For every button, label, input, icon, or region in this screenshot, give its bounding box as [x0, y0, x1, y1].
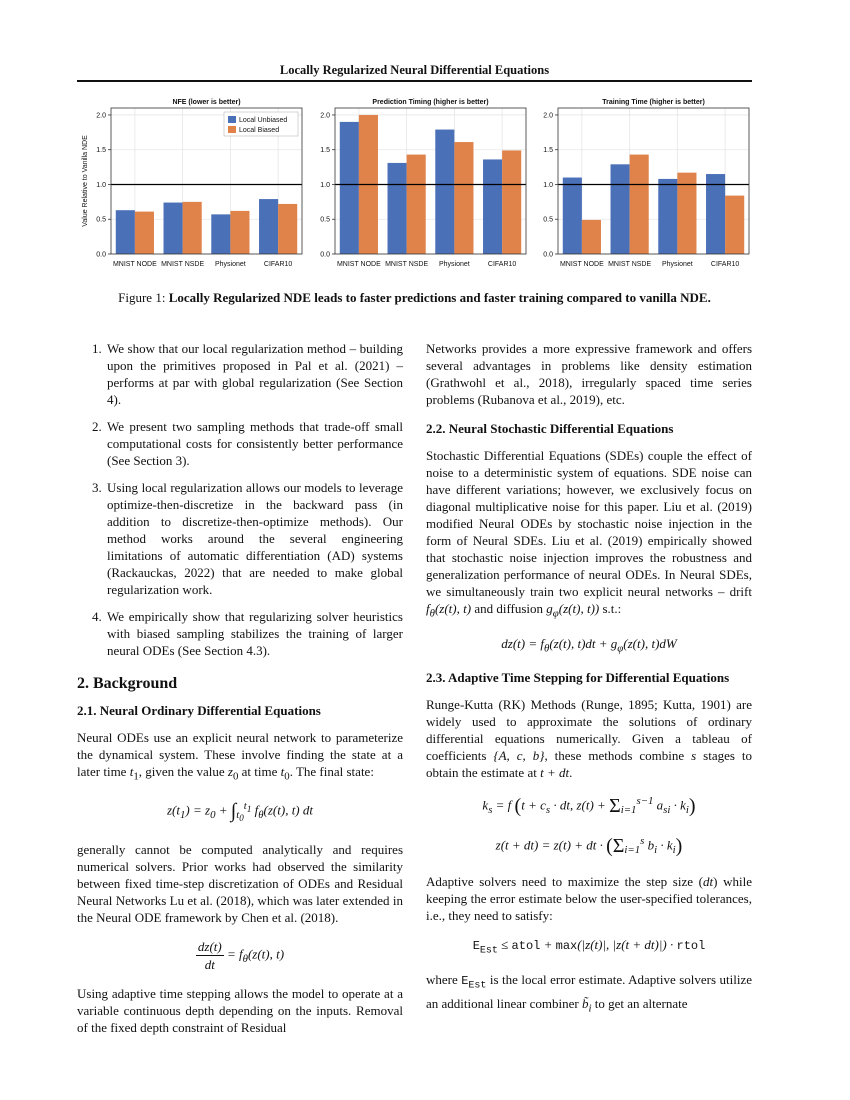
contribution-item: 3. Using local regularization allows our models to leverage optimize-then-discretize in the backward pass (in addition to discretize-then-optimize methods). Our method works around the several engineering limitations of automatic differentiation (AD) systems (Rackauckas, 2022) that are needed to make global regularization work.	[105, 479, 403, 598]
contribution-list	[77, 340, 403, 659]
legend-swatch	[228, 126, 236, 133]
x-tick-label: MNIST NSDE	[608, 261, 652, 268]
y-tick-label: 0.5	[543, 216, 553, 224]
legend-swatch	[228, 116, 236, 123]
contribution-item: 2. We present two sampling methods that trade-off small computational costs for consistently better performance (See Section 3).	[105, 418, 403, 469]
equation-ode: $\frac{dz(t)}{dt}$ = $f_\theta(z(t)$, t)	[197, 938, 285, 972]
chart-title: NFE (lower is better)	[172, 99, 241, 106]
figure-1-charts	[77, 92, 752, 280]
subsection-heading: 2.3. Adaptive Time Stepping for Differential Equations	[426, 670, 730, 686]
x-tick-label: MNIST NODE	[336, 261, 381, 268]
chart-panel-1	[82, 99, 302, 268]
x-tick-label: MNIST NODE	[559, 261, 604, 268]
bar-local-unbiased	[658, 179, 677, 254]
chart-title: Prediction Timing (higher is better)	[372, 99, 489, 106]
x-tick-label: MNIST NSDE	[385, 261, 429, 268]
paragraph: where $E_{Est}$ is the local error estimate. Adaptive solvers utilize an additional linear combiner $b̃_i$ to get an alternate	[426, 972, 752, 1015]
paragraph: Using adaptive time stepping allows the model to operate at a variable continuous depth depending on the inputs. Removal of the fixed depth constraint of Residual	[77, 985, 403, 1035]
chart-panel-2	[320, 99, 526, 268]
running-title: Locally Regularized Neural Differential Equations	[279, 63, 550, 77]
y-tick-label: 1.0	[96, 181, 106, 189]
bar-local-biased	[454, 142, 473, 254]
contribution-item: 1. We show that our local regularization method – building upon the primitives proposed in Pal et al. (2021) – performs at par with global regularization (See Section 4).	[105, 340, 403, 408]
equation-rk-update: z(t + dt) = z(t) + dt · ($\Sigma_{i=1}^s$ $b_i \cdot k_i$)	[495, 834, 683, 857]
bar-local-biased	[183, 202, 202, 254]
bar-local-unbiased	[706, 174, 725, 254]
contribution-item: 4. We empirically show that regularizing solver heuristics with biased sampling stabilizes the training of larger neural ODEs (See Section 4.3).	[105, 608, 403, 659]
bar-local-unbiased	[611, 164, 630, 254]
bar-local-biased	[135, 212, 154, 254]
x-tick-label: Physionet	[439, 261, 470, 268]
y-tick-label: 1.0	[543, 181, 553, 189]
left-column	[77, 340, 403, 1048]
bar-local-unbiased	[259, 199, 278, 254]
x-tick-label: CIFAR10	[263, 261, 293, 268]
legend-label: Local Unbiased	[239, 117, 288, 124]
bar-local-unbiased	[116, 210, 135, 254]
caption-label: Figure 1:	[118, 290, 166, 305]
x-tick-label: Physionet	[215, 261, 246, 268]
y-tick-label: 1.0	[320, 181, 330, 189]
bar-local-biased	[278, 204, 297, 254]
x-tick-label: CIFAR10	[487, 261, 517, 268]
x-tick-label: MNIST NODE	[112, 261, 157, 268]
paragraph: Adaptive solvers need to maximize the step size (dt) while keeping the error estimate below the user-specified tolerances, i.e., they need to satisfy:	[426, 874, 752, 924]
bar-local-biased	[407, 155, 426, 254]
y-tick-label: 2.0	[320, 112, 330, 120]
x-tick-label: MNIST NSDE	[161, 261, 205, 268]
bar-local-biased	[582, 220, 601, 254]
subsection-heading: 2.1. Neural Ordinary Differential Equations	[77, 703, 321, 718]
paragraph: Stochastic Differential Equations (SDEs) couple the effect of noise to a deterministic system of equations. SDE noise can have different variations; however, we exclusively focus on diagonal multiplicative noise for this paper. Liu et al. (2019) modified Neural ODEs by stochastic noise injection in the form of Neural SDEs. Liu et al. (2019) empirically showed that stochastic noise injection improves the robustness and generalization performance of neural ODEs. In Neural SDEs, we simultaneously train two explicit neural networks – drift $f_\theta(z(t)$, t) and diffusion $g_\varphi(z(t)$, t)) s.t.:	[426, 448, 752, 620]
bar-local-unbiased	[435, 130, 454, 254]
x-tick-label: Physionet	[662, 261, 693, 268]
y-axis-label: Value Relative to Vanilla NDE	[82, 135, 89, 227]
equation-final-state: $z(t_1) = z_0 + \int_{t_0}^{t_1}$ $f_\theta(z(t)$, t) dt	[166, 799, 313, 823]
bar-local-biased	[230, 211, 249, 254]
y-tick-label: 0.0	[320, 251, 330, 259]
chart-title: Training Time (higher is better)	[602, 99, 705, 106]
legend-label: Local Biased	[239, 127, 280, 134]
figure-caption	[77, 290, 752, 306]
equation-rk-stage: $k_s = f$ ($t + c_s$ · dt, $z(t) + \Sigma_{i=1}^{s-1}$ $a_{si} \cdot k_i$)	[482, 795, 696, 818]
y-tick-label: 0.0	[96, 251, 106, 259]
right-column	[426, 340, 752, 1029]
bar-local-unbiased	[563, 178, 582, 254]
bar-local-unbiased	[340, 122, 359, 254]
equation-tolerance: $E_{Est}$ ≤ atol + max(|z(t)|, |z(t + dt)|) · rtol	[472, 937, 706, 957]
chart-panel-3	[543, 99, 749, 268]
y-tick-label: 0.5	[96, 216, 106, 224]
subsection-heading: 2.2. Neural Stochastic Differential Equations	[426, 421, 674, 436]
bar-local-unbiased	[388, 163, 407, 254]
paragraph: generally cannot be computed analytically and requires numerical solvers. Prior works had observed the similarity between fixed time-step discretization of ODEs and Residual Neural Networks Lu et al. (2018), which was later extended in the Neural ODE framework by Chen et al. (2018).	[77, 841, 403, 925]
caption-text: Locally Regularized NDE leads to faster predictions and faster training compared to vanilla NDE.	[168, 290, 711, 305]
paragraph: Neural ODEs use an explicit neural network to parameterize the dynamical system. These involve finding the state at a later time $t_1$, given the value $z_0$ at time $t_0$. The final state:	[77, 730, 403, 783]
y-tick-label: 1.5	[320, 147, 330, 155]
y-tick-label: 1.5	[96, 147, 106, 155]
y-tick-label: 2.0	[543, 112, 553, 120]
paragraph: Runge-Kutta (RK) Methods (Runge, 1895; Kutta, 1901) are widely used to approximate the solutions of ordinary differential equations numerically. Given a tableau of coefficients {A, c, b}, these methods combine s stages to obtain the estimate at t + dt.	[426, 697, 752, 781]
equation-sde: $dz(t) = f_\theta(z(t)$, $t)dt + g_\varphi(z(t)$, t)dW	[501, 635, 677, 655]
y-tick-label: 1.5	[543, 147, 553, 155]
bar-local-biased	[630, 155, 649, 254]
bar-local-unbiased	[164, 203, 183, 254]
section-heading: 2. Background	[77, 675, 178, 692]
bar-local-biased	[725, 196, 744, 254]
bar-local-unbiased	[483, 159, 502, 254]
bar-local-unbiased	[211, 214, 230, 254]
header-rule	[77, 80, 752, 82]
legend	[224, 112, 298, 136]
bar-local-biased	[502, 150, 521, 254]
y-tick-label: 0.5	[320, 216, 330, 224]
y-tick-label: 2.0	[96, 112, 106, 120]
y-tick-label: 0.0	[543, 251, 553, 259]
paragraph: Networks provides a more expressive framework and offers several advantages in problems like density estimation (Grathwohl et al., 2018), irregularly spaced time series problems (Rubanova et al., 2019), etc.	[426, 341, 752, 407]
x-tick-label: CIFAR10	[710, 261, 740, 268]
